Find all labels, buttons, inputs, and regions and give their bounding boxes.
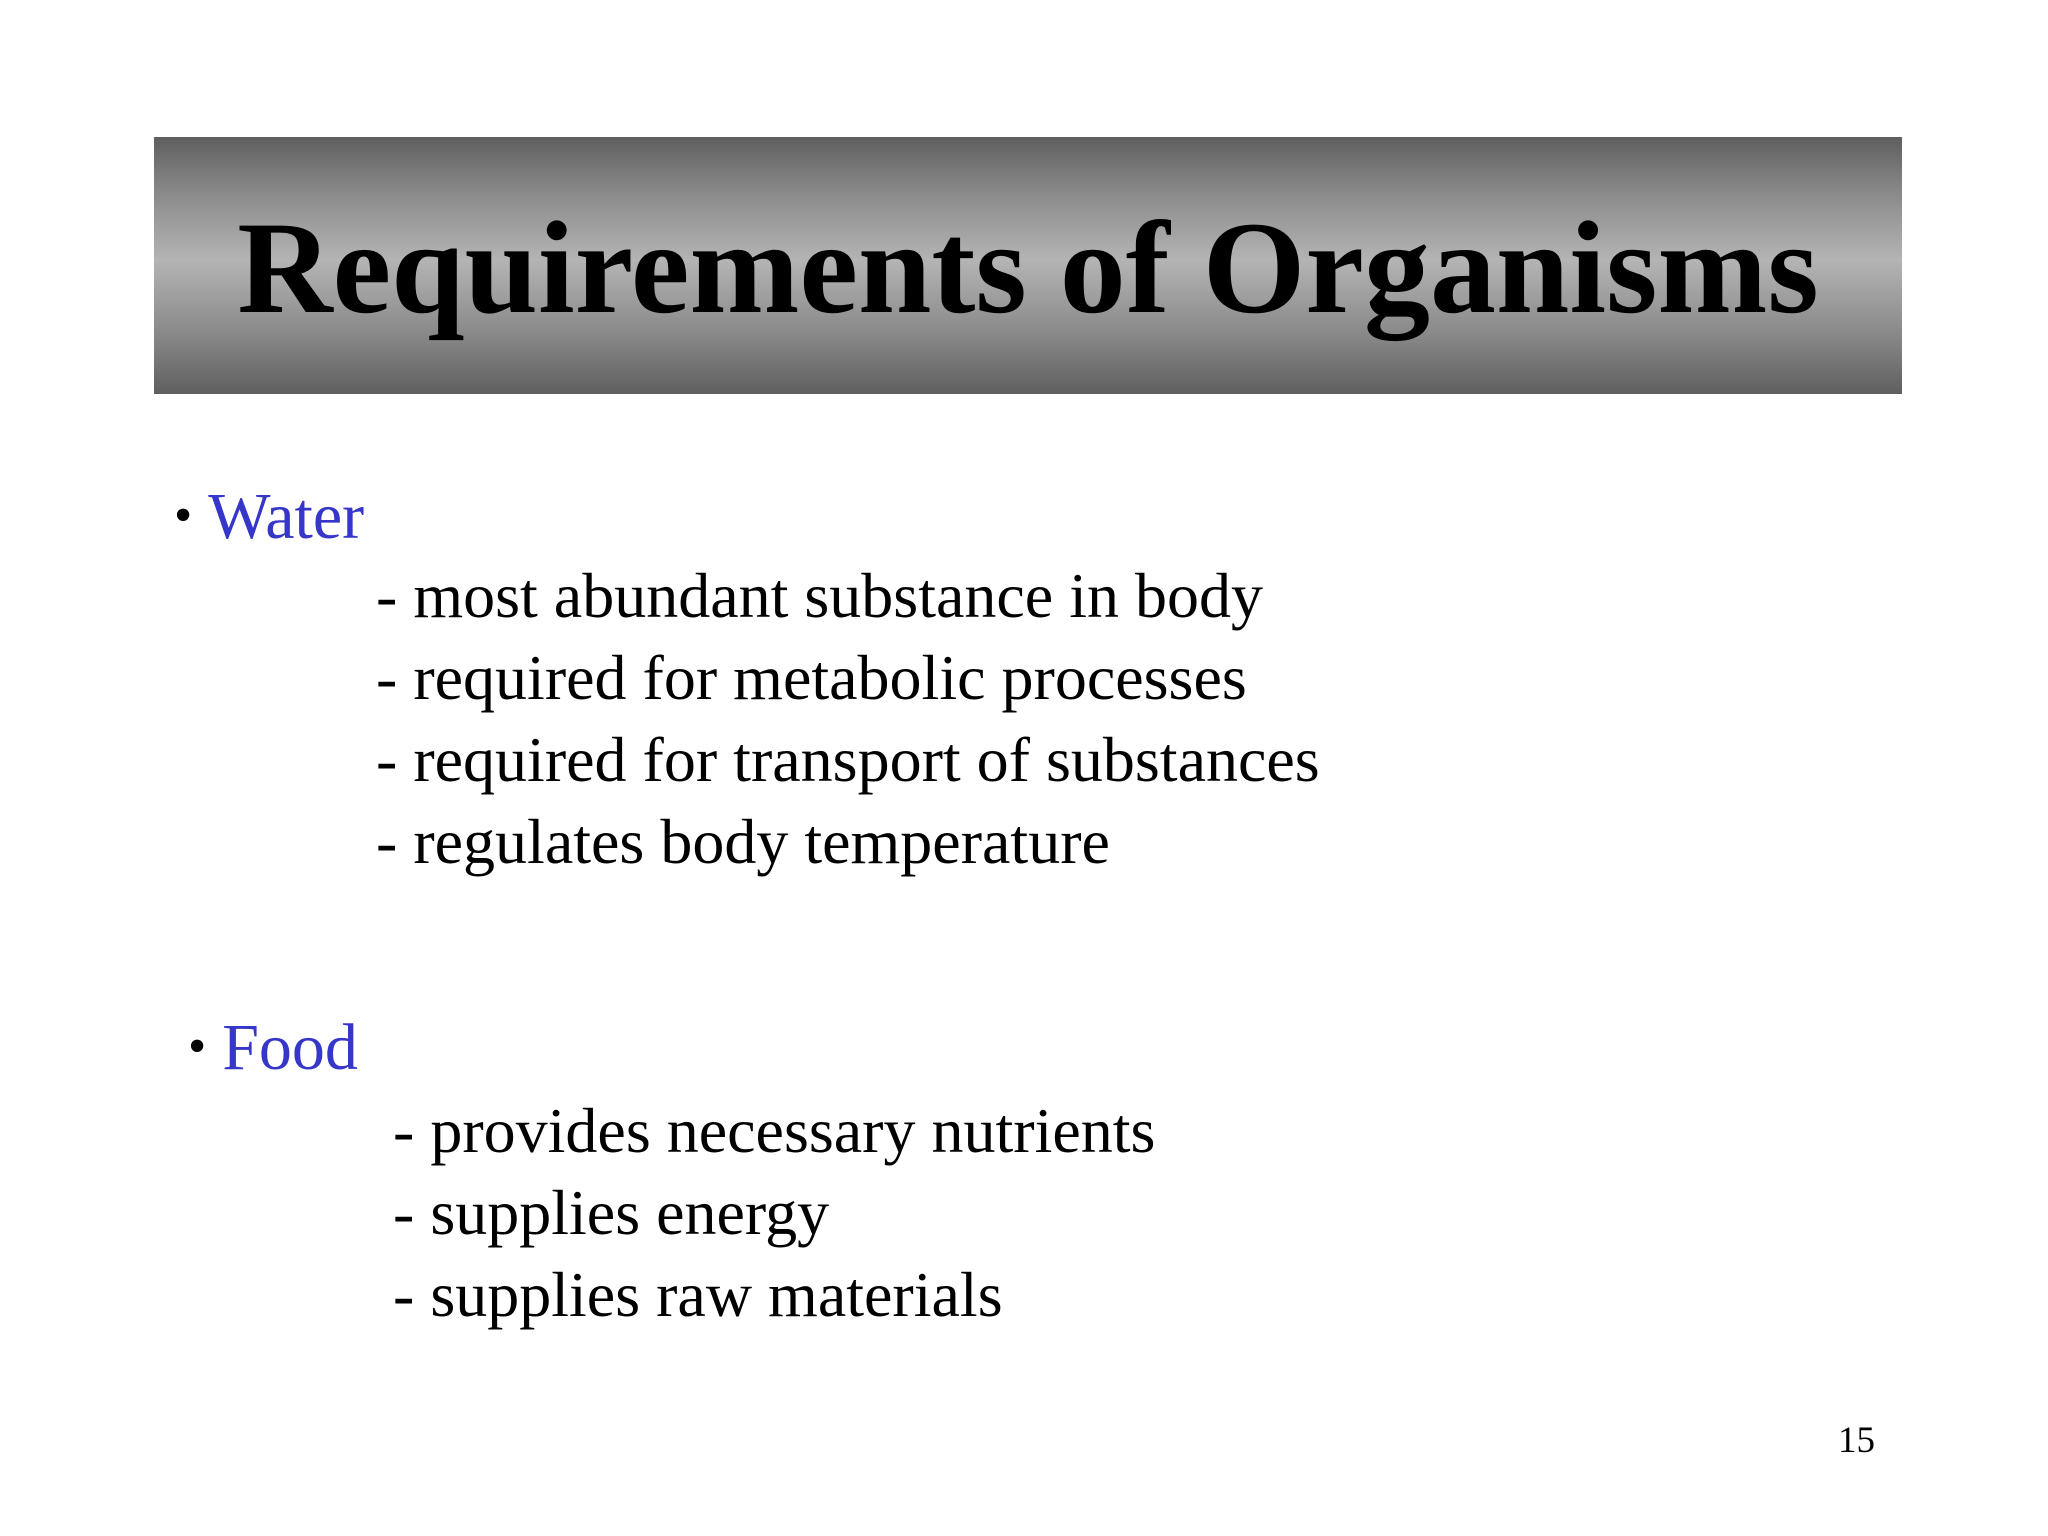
water-detail-list — [376, 555, 1320, 883]
title-banner — [154, 137, 1902, 394]
bullet-water — [174, 480, 365, 553]
bullet-marker: • — [174, 487, 193, 544]
list-item: - supplies raw materials — [393, 1259, 1003, 1330]
list-item: - required for metabolic processes — [376, 642, 1247, 713]
list-item: - most abundant substance in body — [376, 560, 1263, 631]
page-number: 15 — [1838, 1420, 1875, 1461]
list-item: - supplies energy — [393, 1177, 830, 1248]
list-item: - required for transport of substances — [376, 724, 1320, 795]
bullet-label-water: Water — [208, 480, 365, 553]
list-item: - provides necessary nutrients — [393, 1095, 1156, 1166]
bullet-label-food: Food — [222, 1011, 358, 1084]
list-item: - regulates body temperature — [376, 806, 1110, 877]
bullet-food — [188, 1011, 358, 1084]
food-detail-list — [393, 1090, 1155, 1336]
bullet-marker: • — [188, 1018, 207, 1075]
slide-title: Requirements of Organisms — [237, 193, 1819, 341]
